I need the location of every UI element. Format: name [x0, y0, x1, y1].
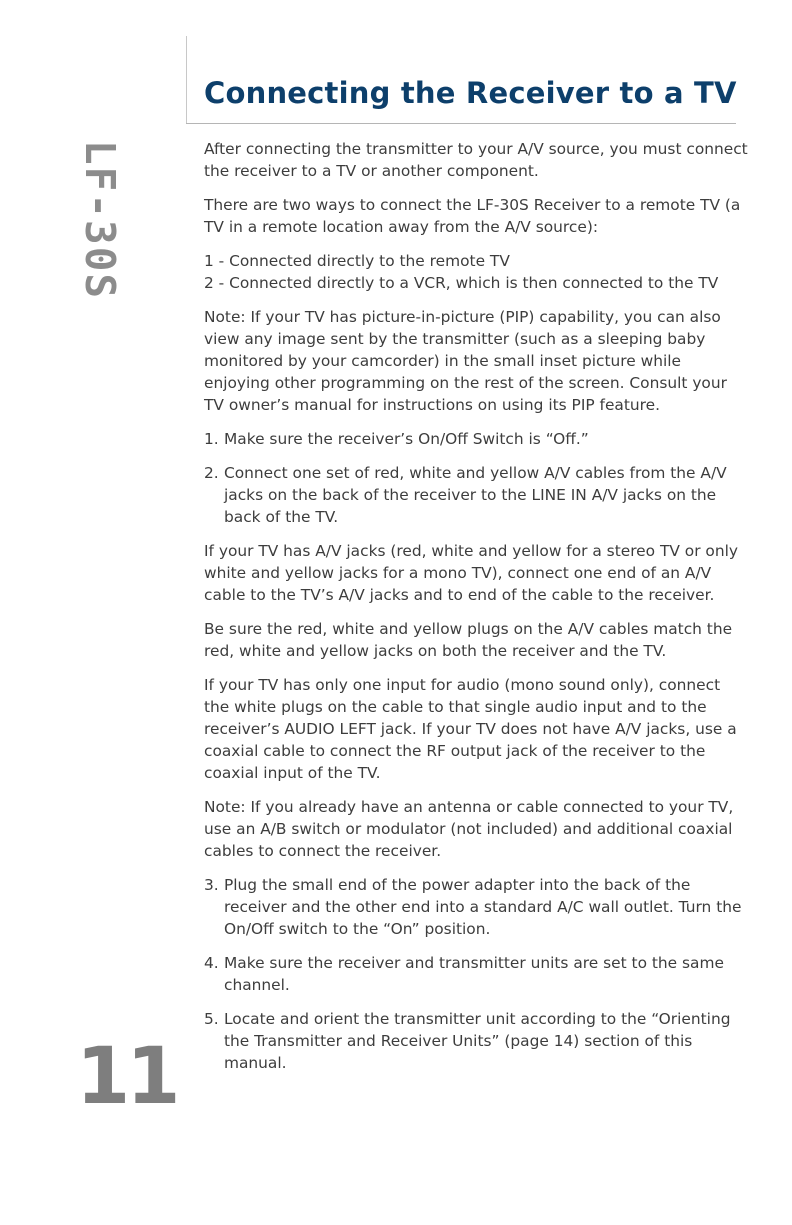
step-number: 2.	[204, 464, 219, 482]
intro-paragraph: After connecting the transmitter to your A/V source, you must connect the receiver to a TV or another component.	[204, 140, 748, 180]
step-item	[204, 874, 749, 940]
step-text: Make sure the receiver and transmitter units are set to the same channel.	[224, 954, 724, 994]
step-item	[204, 952, 749, 996]
antenna-note: Note: If you already have an antenna or cable connected to your TV, use an A/B switch or modulator (not included) and additional coaxial cables to connect the receiver.	[204, 798, 734, 860]
list-item: 1 - Connected directly to the remote TV	[204, 252, 510, 270]
list-item: 2 - Connected directly to a VCR, which is then connected to the TV	[204, 274, 719, 292]
step-number: 3.	[204, 876, 219, 894]
step-item	[204, 1008, 749, 1074]
title-divider	[186, 123, 736, 124]
page-body	[204, 138, 749, 1086]
step-number: 4.	[204, 954, 219, 972]
match-plugs-paragraph: Be sure the red, white and yellow plugs on the A/V cables match the red, white and yellow jacks on both the receiver and the TV.	[204, 620, 733, 660]
side-model-label: LF-30S	[76, 140, 124, 301]
step-number: 5.	[204, 1010, 219, 1028]
step-item	[204, 462, 749, 528]
step-number: 1.	[204, 430, 219, 448]
connection-ways-list	[204, 250, 749, 294]
step-text: Plug the small end of the power adapter into the back of the receiver and the other end into a standard A/C wall outlet. Turn the On/Off switch to the “On” position.	[224, 876, 742, 938]
mono-tv-paragraph: If your TV has A/V jacks (red, white and yellow for a stereo TV or only white and yellow jacks for a mono TV), connect one end of an A/V cable to the TV’s A/V jacks and to end of the cable to the receiver.	[204, 542, 738, 604]
single-audio-paragraph: If your TV has only one input for audio (mono sound only), connect the white plugs on the cable to that single audio input and to the receiver’s AUDIO LEFT jack. If your TV does not have A/V jacks, use a coaxial cable to connect the RF output jack of the receiver to the coaxial input of the TV.	[204, 676, 737, 782]
step-text: Locate and orient the transmitter unit according to the “Orienting the Transmitter and Receiver Units” (page 14) section of this manual.	[224, 1010, 731, 1072]
margin-rule	[186, 36, 187, 124]
step-text: Connect one set of red, white and yellow A/V cables from the A/V jacks on the back of the receiver to the LINE IN A/V jacks on the back of the TV.	[224, 464, 727, 526]
page-number: 11	[76, 1032, 177, 1122]
step-text: Make sure the receiver’s On/Off Switch is “Off.”	[224, 430, 589, 448]
step-item	[204, 428, 749, 450]
pip-note: Note: If your TV has picture-in-picture (PIP) capability, you can also view any image sent by the transmitter (such as a sleeping baby monitored by your camcorder) in the small inset picture while enjoying other programming on the rest of the screen. Consult your TV owner’s manual for instructions on using its PIP feature.	[204, 308, 727, 414]
ways-intro-paragraph: There are two ways to connect the LF-30S Receiver to a remote TV (a TV in a remote location away from the A/V source):	[204, 196, 741, 236]
page-title: Connecting the Receiver to a TV	[204, 76, 737, 110]
